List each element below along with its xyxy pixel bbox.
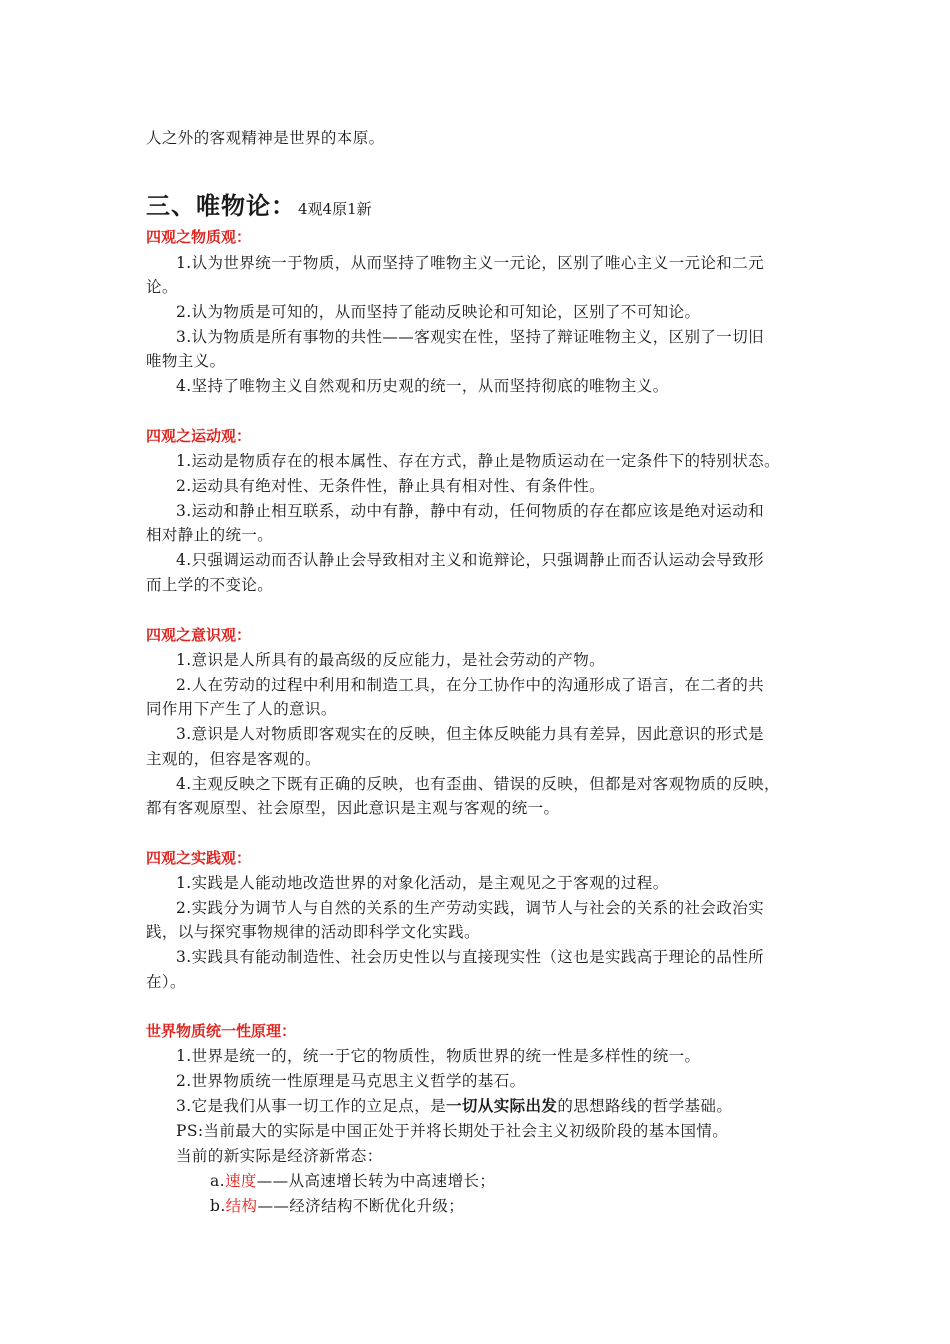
motion-line-3: 3.运动和静止相互联系，动中有静，静中有动，任何物质的存在都应该是绝对运动和 bbox=[176, 502, 764, 520]
consciousness-line-4-cont: 都有客观原型、社会原型，因此意识是主观与客观的统一。 bbox=[146, 799, 560, 817]
section-title-practice: 四观之实践观： bbox=[146, 849, 252, 867]
matter-line-2: 2.认为物质是可知的，从而坚持了能动反映论和可知论，区别了不可知论。 bbox=[176, 303, 701, 321]
sub-item-prefix: b. bbox=[210, 1197, 226, 1215]
motion-line-4-cont: 而上学的不变论。 bbox=[146, 576, 274, 594]
unity-line-3-post: 的思想路线的哲学基础。 bbox=[557, 1097, 733, 1115]
motion-line-3-cont: 相对静止的统一。 bbox=[146, 526, 274, 544]
sub-item-keyword: 结构 bbox=[225, 1197, 258, 1215]
practice-line-1: 1.实践是人能动地改造世界的对象化活动，是主观见之于客观的过程。 bbox=[176, 874, 669, 892]
consciousness-line-3: 3.意识是人对物质即客观实在的反映，但主体反映能力具有差异，因此意识的形式是 bbox=[176, 725, 764, 743]
section-title-unity: 世界物质统一性原理： bbox=[146, 1022, 297, 1040]
consciousness-line-3-cont: 主观的，但容是客观的。 bbox=[146, 750, 321, 768]
new-normal-intro: 当前的新实际是经济新常态： bbox=[176, 1147, 383, 1165]
sub-item-text: ——经济结构不断优化升级； bbox=[257, 1197, 465, 1215]
consciousness-line-4: 4.主观反映之下既有正确的反映，也有歪曲、错误的反映，但都是对客观物质的反映， bbox=[176, 775, 780, 793]
matter-line-4: 4.坚持了唯物主义自然观和历史观的统一，从而坚持彻底的唯物主义。 bbox=[176, 377, 669, 395]
unity-line-3-emphasis: 一切从实际出发 bbox=[446, 1097, 558, 1115]
motion-line-1: 1.运动是物质存在的根本属性、存在方式，静止是物质运动在一定条件下的特别状态。 bbox=[176, 452, 780, 470]
consciousness-line-2: 2.人在劳动的过程中利用和制造工具，在分工协作中的沟通形成了语言，在二者的共 bbox=[176, 676, 764, 694]
matter-line-3-cont: 唯物主义。 bbox=[146, 352, 226, 370]
matter-line-1: 1.认为世界统一于物质，从而坚持了唯物主义一元论，区别了唯心主义一元论和二元 bbox=[176, 254, 764, 272]
practice-line-2: 2.实践分为调节人与自然的关系的生产劳动实践，调节人与社会的关系的社会政治实 bbox=[176, 899, 764, 917]
unity-line-1: 1.世界是统一的，统一于它的物质性，物质世界的统一性是多样性的统一。 bbox=[176, 1047, 701, 1065]
section-title-matter: 四观之物质观： bbox=[146, 228, 252, 246]
sub-item-structure bbox=[210, 1196, 464, 1216]
sub-item-speed bbox=[210, 1171, 495, 1191]
unity-line-2: 2.世界物质统一性原理是马克思主义哲学的基石。 bbox=[176, 1072, 526, 1090]
matter-line-1-cont: 论。 bbox=[146, 278, 178, 296]
section-title-motion: 四观之运动观： bbox=[146, 427, 252, 445]
practice-line-2-cont: 践，以与探究事物规律的活动即科学文化实践。 bbox=[146, 923, 480, 941]
motion-line-4: 4.只强调运动而否认静止会导致相对主义和诡辩论，只强调静止而否认运动会导致形 bbox=[176, 551, 764, 569]
unity-line-3 bbox=[176, 1096, 732, 1116]
practice-line-3-cont: 在）。 bbox=[146, 973, 186, 991]
sub-item-keyword: 速度 bbox=[224, 1172, 257, 1190]
consciousness-line-1: 1.意识是人所具有的最高级的反应能力，是社会劳动的产物。 bbox=[176, 651, 605, 669]
consciousness-line-2-cont: 同作用下产生了人的意识。 bbox=[146, 700, 337, 718]
heading-sub: 4观4原1新 bbox=[298, 200, 372, 218]
matter-line-3: 3.认为物质是所有事物的共性——客观实在性，坚持了辩证唯物主义，区别了一切旧 bbox=[176, 328, 764, 346]
heading-main: 三、唯物论： bbox=[146, 192, 296, 220]
section-heading bbox=[146, 186, 372, 221]
section-title-consciousness: 四观之意识观： bbox=[146, 626, 252, 644]
ps-note: PS:当前最大的实际是中国正处于并将长期处于社会主义初级阶段的基本国情。 bbox=[176, 1122, 729, 1140]
sub-item-prefix: a. bbox=[210, 1172, 225, 1190]
motion-line-2: 2.运动具有绝对性、无条件性，静止具有相对性、有条件性。 bbox=[176, 477, 605, 495]
unity-line-3-pre: 3.它是我们从事一切工作的立足点，是 bbox=[176, 1097, 446, 1115]
sub-item-text: ——从高速增长转为中高速增长； bbox=[256, 1172, 496, 1190]
practice-line-3: 3.实践具有能动制造性、社会历史性以与直接现实性（这也是实践高于理论的品性所 bbox=[176, 948, 764, 966]
intro-text: 人之外的客观精神是世界的本原。 bbox=[146, 129, 385, 147]
